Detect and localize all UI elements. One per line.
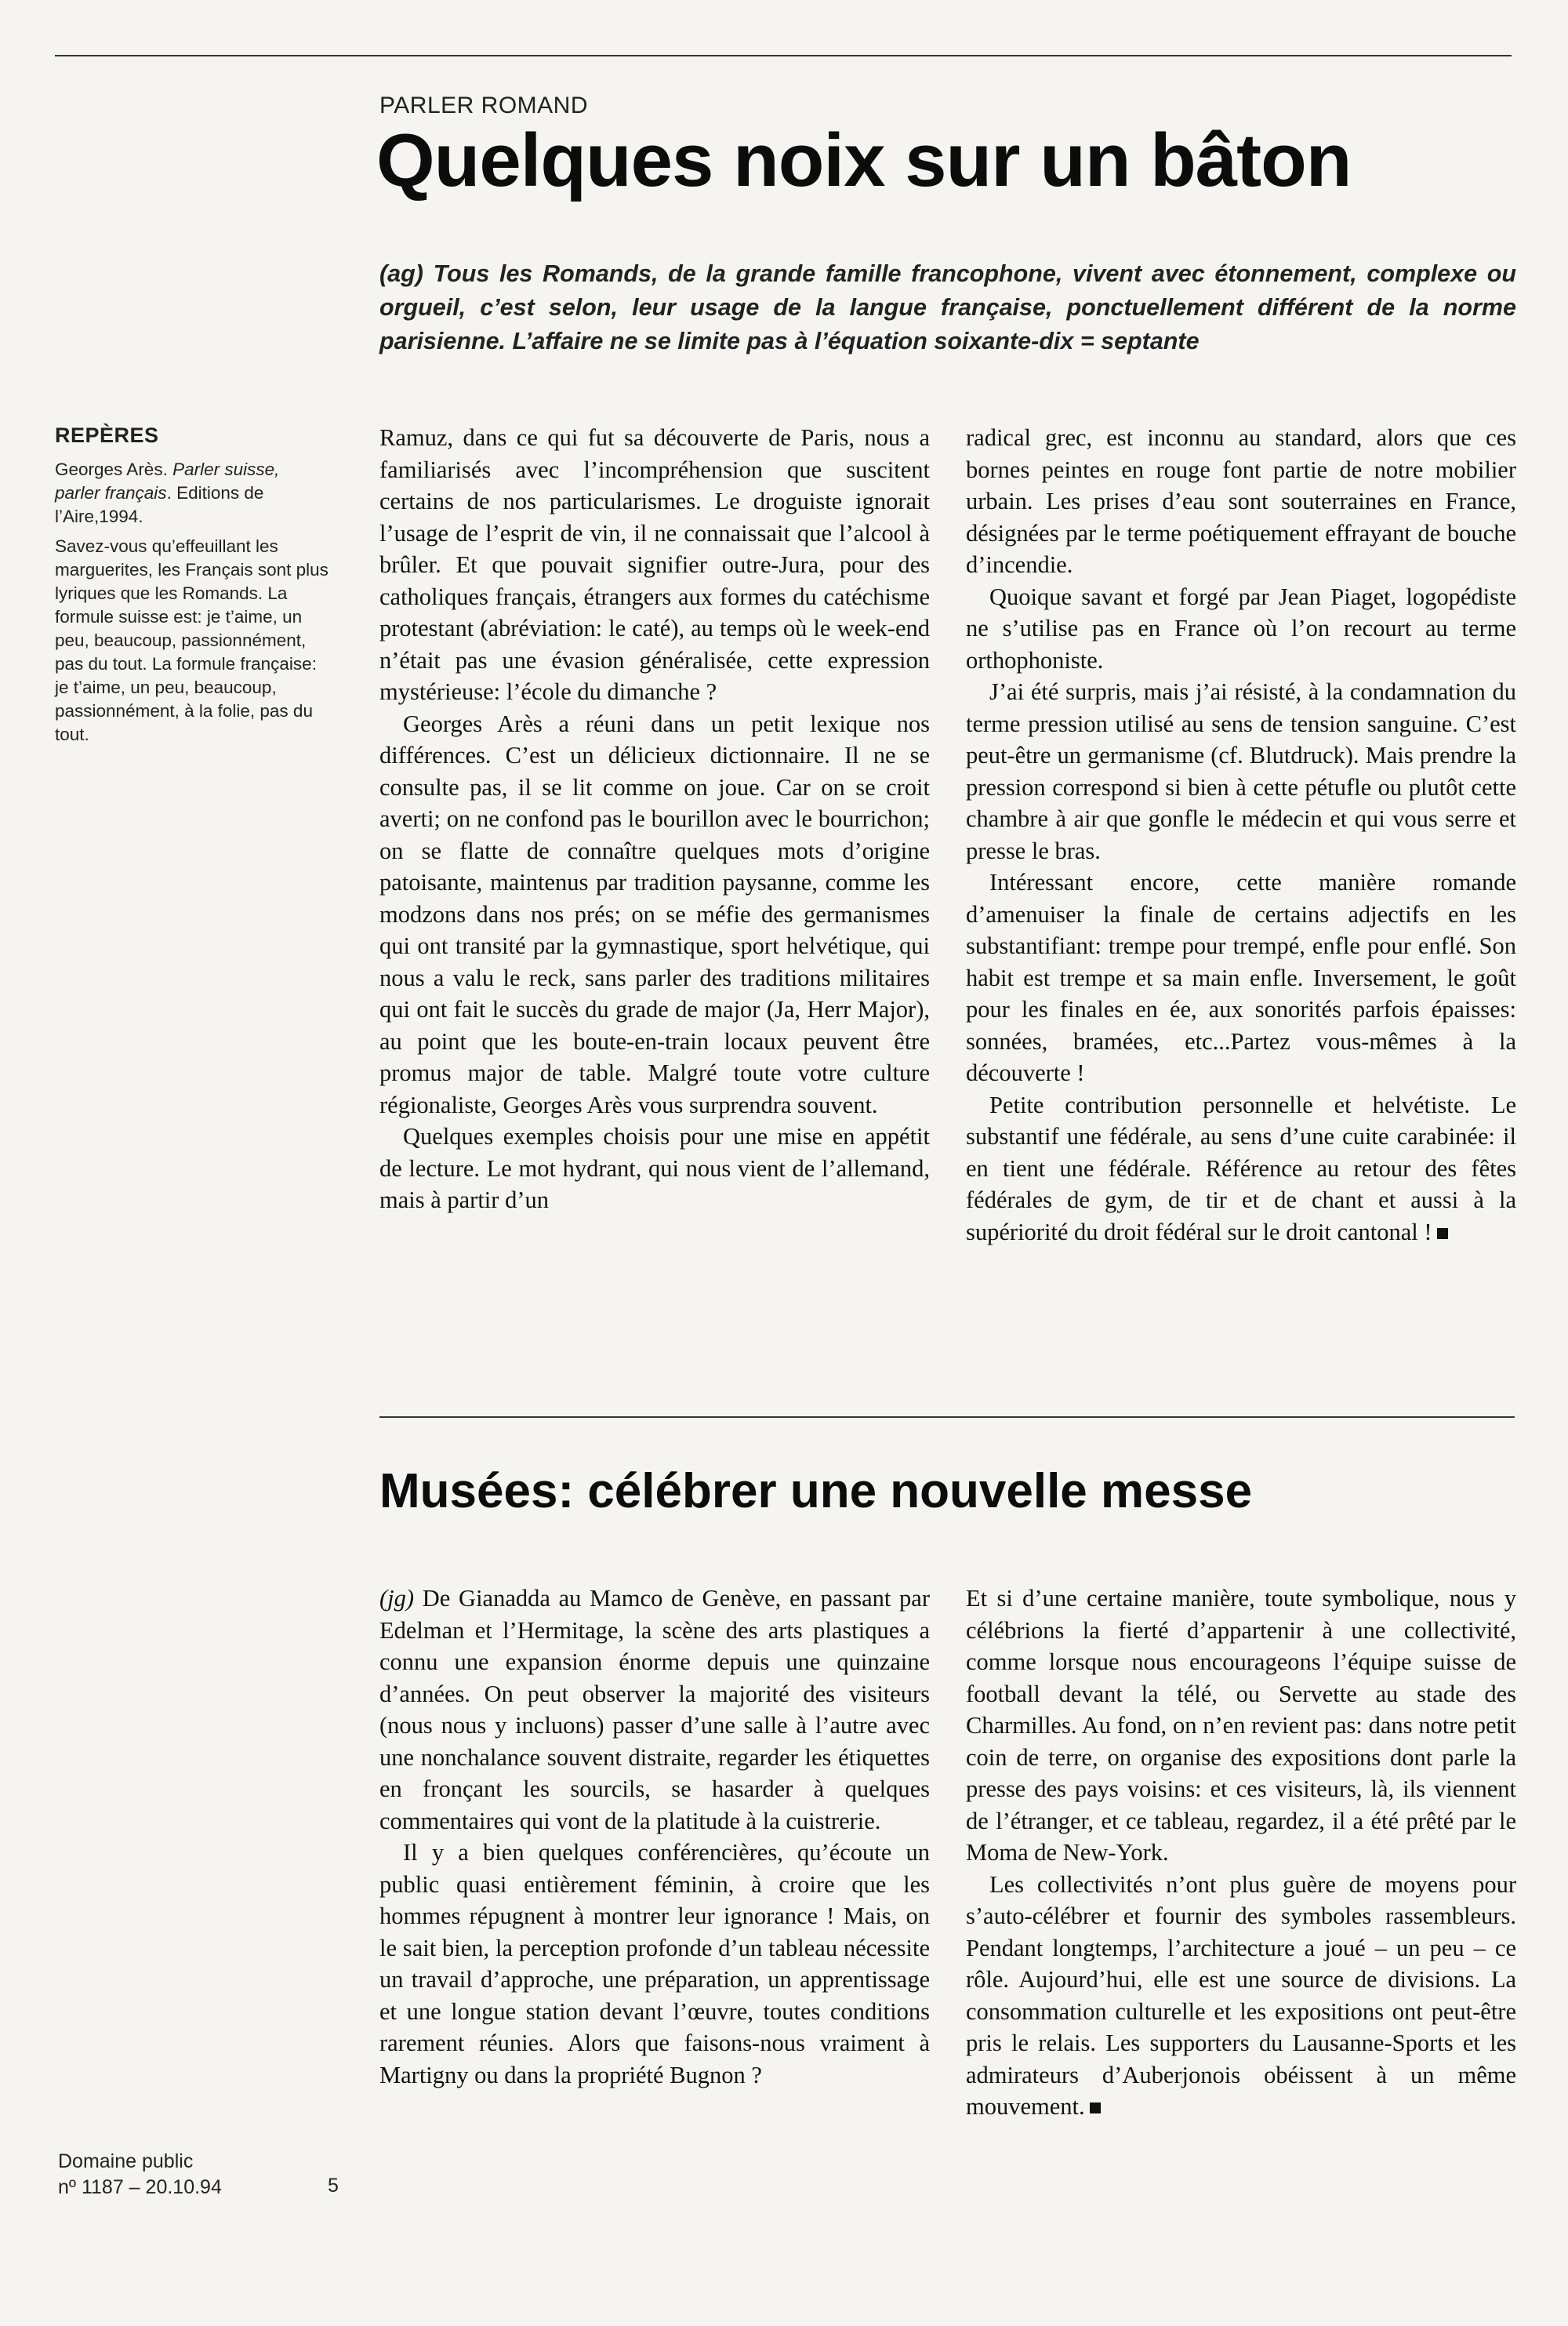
paragraph (379, 1583, 930, 1837)
paragraph-text: De Gianadda au Mamco de Genève, en passant par Edelman et l’Hermitage, la scène des arts plastiques a connu une expansion énorme depuis une quinzaine d’années. On peut observer la majorité des visiteurs (nous nous y incluons) passer d’une salle à l’autre avec une nonchalance souvent distraite, regarder les étiquettes en fronçant les sourcils, se hasarder à quelques commentaires qui vont de la platitude à la cuistrerie. (379, 1585, 930, 1834)
paragraph-text: Les collectivités n’ont plus guère de moyens pour s’auto-célébrer et fournir des symboles rassembleurs. Pendant longtemps, l’architecture a joué – un peu – ce rôle. Aujourd’hui, elle est une source de divisions. La consommation culturelle et les expositions ont peut-être pris le relais. Les supporters du Lausanne-Sports et les admirateurs d’Auberjonois obéissent à un même mouvement. (966, 1870, 1516, 2120)
paragraph-text: Petite contribution personnelle et helvétiste. Le substantif une fédérale, au sens d’une cuite carabinée: il en tient une fédérale. Référence au retour des fêtes fédérales de gym, de tir et de chant et aussi à la supériorité du droit fédéral sur le droit cantonal ! (966, 1091, 1516, 1245)
section-divider (379, 1416, 1515, 1418)
paragraph: Intéressant encore, cette manière romande d’amenuiser la finale de certains adjectifs en les substantifiant: trempe pour trempé, enfle pour enflé. Son habit est trempe et sa main enfle. Inversement, le goût pour les finales en ée, aux sonorités parfois épaisses: sonnées, bramées, etc...Partez vous-mêmes à la découverte ! (966, 869, 1516, 1086)
sidebar-note: Savez-vous qu’effeuillant les marguerites, les Français sont plus lyriques que les Romands. La formule suisse est: je t’aime, un peu, beaucoup, passionnément, pas du tout. La formule française: je t’aime, un peu, beaucoup, passionnément, à la folie, pas du tout. (55, 536, 328, 744)
paragraph-last (966, 1869, 1516, 2123)
article-title: Quelques noix sur un bâton (376, 118, 1352, 202)
paragraph: Quelques exemples choisis pour une mise en appétit de lecture. Le mot hydrant, qui nous vient de l’allemand, mais à partir d’un (379, 1123, 930, 1213)
footer-publication (58, 2149, 222, 2201)
paragraph: Et si d’une certaine manière, toute symbolique, nous y célébrions la fierté d’appartenir à une collectivité, comme lorsque nous encourageons l’équipe suisse de football devant la télé, ou Servette au stade des Charmilles. Au fond, on n’en revient pas: dans notre petit coin de terre, on organise des expositions dont parle la presse des pays voisins: et ces visiteurs, là, ils viennent de l’étranger, et ce tableau, regardez, il a été prêté par le Moma de New-York. (966, 1585, 1516, 1866)
end-of-article-mark (1090, 2102, 1101, 2113)
paragraph: J’ai été surpris, mais j’ai résisté, à la condamnation du terme pression utilisé au sens de tension sanguine. C’est peut-être un germanisme (cf. Blutdruck). Mais prendre la pression correspond si bien à cette pétufle ou plutôt cette chambre à air que gonfle le médecin et qui vous serre et presse le bras. (966, 678, 1516, 864)
paragraph: Ramuz, dans ce qui fut sa découverte de Paris, nous a familiarisés avec l’incompréhension que suscitent certains de nos particularismes. Le droguiste ignorait l’usage de l’esprit de vin, il ne connaissait que l’alcool à brûler. Et que pouvait signifier outre-Jura, pour des catholiques français, étrangers aux formes du catéchisme protestant (abréviation: le caté), au temps où le week-end n’était pas une évasion généralisée, cette expression mystérieuse: l’école du dimanche ? (379, 424, 930, 705)
sidebar-reference (55, 458, 329, 529)
sidebar-ref-publisher: . Editions de l’Aire,1994. (55, 483, 264, 526)
article-lead: (ag) Tous les Romands, de la grande famille francophone, vivent avec étonnement, complexe ou orgueil, c’est selon, leur usage de la langue française, ponctuellement différent de la norme parisienne. L’affaire ne se limite pas à l’équation soixante-dix = septante (379, 260, 1516, 354)
paragraph-last (966, 1089, 1516, 1248)
article1-column-1 (379, 422, 930, 1216)
issue-number: nº 1187 – 20.10.94 (58, 2176, 222, 2198)
paragraph: Quoique savant et forgé par Jean Piaget, logopédiste ne s’utilise pas en France où l’on recourt au terme orthophoniste. (966, 583, 1516, 674)
sidebar-reperes (55, 423, 329, 753)
paragraph: radical grec, est inconnu au standard, alors que ces bornes peintes en rouge font partie de notre mobilier urbain. Les prises d’eau sont souterraines en France, désignées par le terme poétiquement effrayant de bouche d’incendie. (966, 424, 1516, 578)
section-kicker: PARLER ROMAND (379, 93, 588, 118)
sidebar-ref-title: Parler suisse, parler français (55, 460, 280, 503)
article2-title: Musées: célébrer une nouvelle messe (379, 1464, 1253, 1518)
top-rule (55, 55, 1512, 56)
paragraph: Il y a bien quelques conférencières, qu’écoute un public quasi entièrement féminin, à croire que les hommes répugnent à montrer leur ignorance ! Mais, on le sait bien, la perception profonde d’un tableau nécessite un travail d’approche, une préparation, un apprentissage et une longue station devant l’œuvre, toutes conditions rarement réunies. Alors que faisons-nous vraiment à Martigny ou dans la propriété Bugnon ? (379, 1839, 930, 2088)
end-of-article-mark (1437, 1228, 1448, 1239)
article2-column-2 (966, 1583, 1516, 2123)
paragraph: Georges Arès a réuni dans un petit lexique nos différences. C’est un délicieux dictionnaire. Il ne se consulte pas, il se lit comme on joue. Car on se croit averti; on ne confond pas le bourillon avec le bourrichon; on se flatte de connaître quelques mots d’origine patoisante, maintenus par tradition paysanne, comme les modzons dans nos prés; on se méfie des germanismes qui ont transité par la gymnastique, sport helvétique, qui nous a valu le reck, sans parler des traditions militaires qui ont fait le succès du grade de major (Ja, Herr Major), au point que les boute-en-train locaux peuvent être promus major de table. Malgré toute votre culture régionaliste, Georges Arès vous surprendra souvent. (379, 710, 930, 1118)
article2-column-1 (379, 1583, 930, 2091)
page-number: 5 (328, 2175, 339, 2197)
publication-name: Domaine public (58, 2150, 194, 2172)
sidebar-ref-author: Georges Arès. (55, 460, 173, 479)
author-signature: (jg) (379, 1585, 415, 1612)
sidebar-title: REPÈRES (55, 423, 159, 447)
article1-column-2 (966, 422, 1516, 1248)
